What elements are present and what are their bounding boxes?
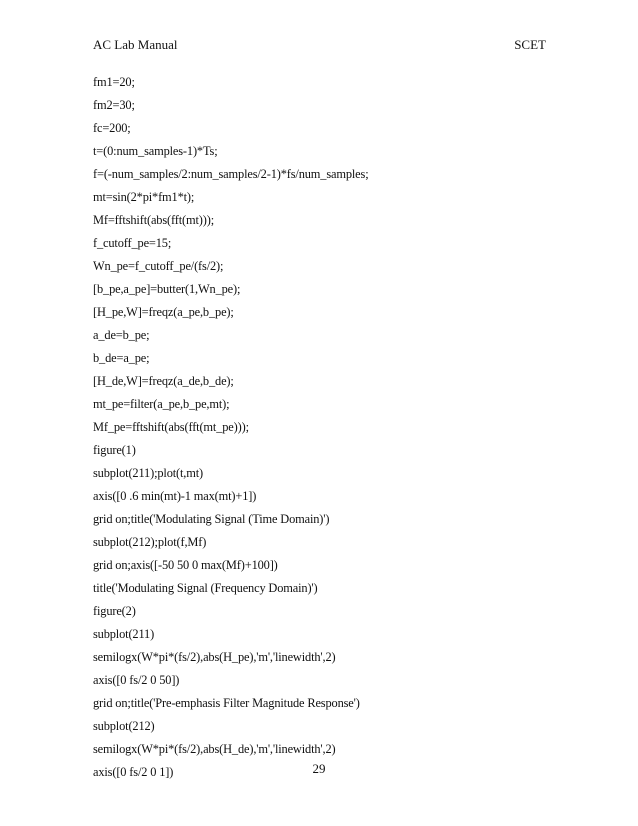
code-line: axis([0 .6 min(mt)-1 max(mt)+1]) [93,489,257,503]
code-line: f_cutoff_pe=15; [93,236,172,250]
code-line: Mf_pe=fftshift(abs(fft(mt_pe))); [93,420,249,434]
code-line: figure(2) [93,604,136,618]
matlab-code-block [93,71,553,784]
code-line: semilogx(W*pi*(fs/2),abs(H_pe),'m','linewidth',2) [93,650,336,664]
code-line: subplot(212) [93,719,155,733]
code-line: subplot(211) [93,627,155,641]
code-line: axis([0 fs/2 0 50]) [93,673,180,687]
code-line: semilogx(W*pi*(fs/2),abs(H_de),'m','linewidth',2) [93,742,336,756]
code-line: f=(-num_samples/2:num_samples/2-1)*fs/num_samples; [93,167,369,181]
code-line: Wn_pe=f_cutoff_pe/(fs/2); [93,259,224,273]
code-line: [H_pe,W]=freqz(a_pe,b_pe); [93,305,234,319]
code-line: t=(0:num_samples-1)*Ts; [93,144,218,158]
code-line: subplot(212);plot(f,Mf) [93,535,207,549]
code-line: fm1=20; [93,75,135,89]
code-line: Mf=fftshift(abs(fft(mt))); [93,213,214,227]
code-line: b_de=a_pe; [93,351,150,365]
code-line: mt_pe=filter(a_pe,b_pe,mt); [93,397,230,411]
code-line: figure(1) [93,443,136,457]
code-line: fm2=30; [93,98,135,112]
code-line: axis([0 fs/2 0 1]) [93,765,174,779]
code-line: grid on;axis([-50 50 0 max(Mf)+100]) [93,558,278,572]
code-line: grid on;title('Pre-emphasis Filter Magnitude Response') [93,696,360,710]
code-line: [b_pe,a_pe]=butter(1,Wn_pe); [93,282,241,296]
code-line: fc=200; [93,121,131,135]
header-institution: SCET [514,37,546,52]
code-line: title('Modulating Signal (Frequency Domain)') [93,581,318,595]
code-line: grid on;title('Modulating Signal (Time Domain)') [93,512,330,526]
code-line: subplot(211);plot(t,mt) [93,466,204,480]
code-line: mt=sin(2*pi*fm1*t); [93,190,195,204]
code-line: a_de=b_pe; [93,328,150,342]
header-title: AC Lab Manual [93,37,178,52]
page-number: 29 [312,761,326,776]
code-line: [H_de,W]=freqz(a_de,b_de); [93,374,234,388]
